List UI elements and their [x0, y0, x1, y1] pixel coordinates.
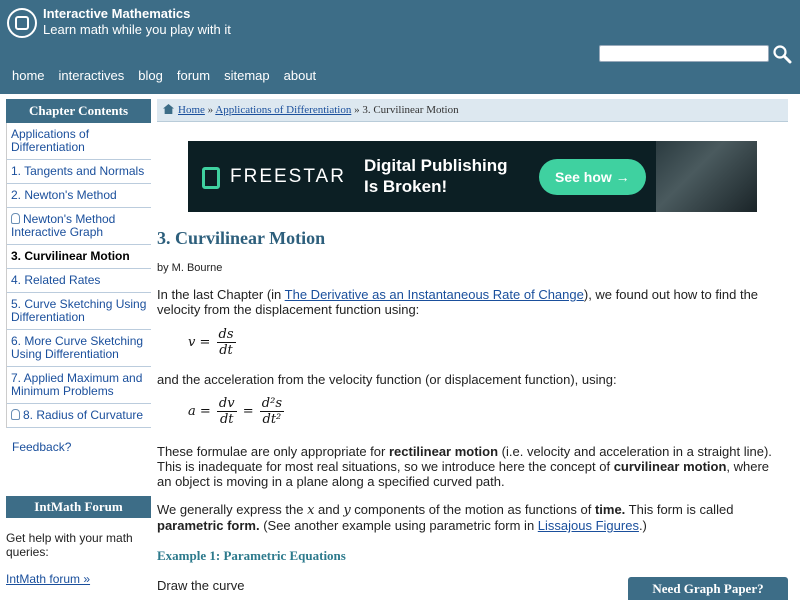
formula-lhs: a =	[188, 404, 211, 419]
ad-banner[interactable]	[188, 141, 757, 212]
lissajous-link[interactable]: Lissajous Figures	[537, 518, 639, 533]
search-icon[interactable]	[772, 44, 792, 64]
sidebar-item-max-min[interactable]	[7, 367, 151, 404]
text: , where an object is moving in a plane along a specified curved path.	[157, 459, 770, 489]
numerator: d²s	[261, 396, 282, 411]
sidebar-item-applications[interactable]	[7, 123, 151, 160]
term-time: time.	[594, 502, 626, 517]
sidebar-item-label[interactable]: 2. Newton's Method	[11, 188, 117, 202]
nav-about[interactable]: about	[283, 68, 317, 83]
breadcrumb-current: 3. Curvilinear Motion	[362, 104, 459, 116]
sidebar-item-newtons-graph[interactable]	[7, 208, 151, 245]
text: (See another example using parametric form in	[259, 518, 538, 533]
interactive-hand-icon	[11, 213, 20, 224]
fraction	[217, 327, 236, 358]
numerator: ds	[218, 327, 234, 342]
ad-cta-button[interactable]: See how →	[539, 159, 646, 195]
var-y: y	[343, 503, 351, 518]
chapter-contents-heading: Chapter Contents	[6, 99, 151, 123]
intro-paragraph	[157, 287, 785, 317]
nav-interactives[interactable]: interactives	[58, 68, 125, 83]
breadcrumb-parent[interactable]: Applications of Differentiation	[215, 104, 352, 116]
forum-heading: IntMath Forum	[6, 496, 151, 518]
nav-sitemap[interactable]: sitemap	[224, 68, 270, 83]
sidebar-item-tangents[interactable]	[7, 160, 151, 184]
sidebar-item-related-rates[interactable]	[7, 269, 151, 293]
text: and	[314, 502, 344, 517]
main-nav	[12, 68, 330, 83]
equals-sign: =	[242, 404, 254, 419]
example-text: Draw the curve	[157, 578, 245, 593]
sidebar-item-radius-curvature[interactable]	[7, 404, 151, 428]
interactive-hand-icon	[11, 409, 20, 420]
breadcrumb-separator: »	[207, 104, 214, 116]
numerator: dv	[218, 396, 235, 411]
sidebar-item-more-curve-sketching[interactable]	[7, 330, 151, 367]
text: .)	[638, 518, 647, 533]
term-parametric: parametric form.	[157, 518, 260, 533]
ad-brand: FREESTAR	[230, 166, 346, 187]
derivative-link[interactable]: The Derivative as an Instantaneous Rate of Change	[284, 287, 584, 302]
graph-paper-tab[interactable]: Need Graph Paper?	[628, 577, 788, 600]
byline: by M. Bourne	[157, 262, 223, 274]
example-heading: Example 1: Parametric Equations	[157, 548, 346, 563]
sidebar-item-curvilinear-motion	[7, 245, 151, 269]
forum-text: Get help with your math queries:	[6, 531, 133, 559]
var-x: x	[307, 503, 315, 518]
parametric-paragraph	[157, 502, 785, 533]
term-rectilinear: rectilinear motion	[388, 444, 499, 459]
sidebar-item-label: 3. Curvilinear Motion	[11, 249, 130, 263]
sidebar-item-newtons-method[interactable]	[7, 184, 151, 208]
text: These formulae are only appropriate for	[157, 444, 389, 459]
sidebar-item-label[interactable]: 8. Radius of Curvature	[23, 408, 144, 422]
chapter-list	[6, 123, 151, 428]
denominator: dt²	[262, 412, 282, 427]
text: In the last Chapter (in	[157, 287, 285, 302]
sidebar-item-label[interactable]: 5. Curve Sketching Using Differentiation	[11, 297, 147, 324]
denominator: dt	[219, 412, 234, 427]
sidebar-item-label[interactable]: 7. Applied Maximum and Minimum Problems	[11, 371, 143, 398]
rectilinear-paragraph	[157, 444, 785, 489]
freestar-logo-icon	[202, 167, 220, 189]
search-input[interactable]	[599, 45, 769, 62]
text: This form is called	[625, 502, 734, 517]
breadcrumb-home[interactable]: Home	[178, 104, 205, 116]
term-curvilinear: curvilinear motion	[613, 459, 727, 474]
breadcrumb	[157, 99, 788, 122]
nav-blog[interactable]: blog	[138, 68, 163, 83]
acceleration-intro: and the acceleration from the velocity function (or displacement function), using:	[157, 372, 617, 387]
sidebar-item-label[interactable]: 6. More Curve Sketching Using Differentiation	[11, 334, 144, 361]
intmath-logo-icon[interactable]	[7, 8, 37, 38]
acceleration-formula	[188, 396, 286, 427]
text: (i.e. velocity and acceleration in a straight line). This is inadequate for most real situations, so we introduce here the concept of	[157, 444, 772, 474]
velocity-formula	[188, 327, 238, 358]
site-tagline: Learn math while you play with it	[43, 22, 231, 37]
ad-photo	[656, 141, 757, 212]
formula-lhs: v =	[188, 335, 211, 350]
text: ), we found out how to find the velocity from the displacement function using:	[157, 287, 759, 317]
sidebar-item-label[interactable]: Applications of Differentiation	[11, 127, 90, 154]
denominator: dt	[219, 343, 233, 358]
sidebar-item-curve-sketching[interactable]	[7, 293, 151, 330]
ad-headline: Digital Publishing Is Broken!	[364, 156, 508, 196]
home-icon[interactable]	[163, 104, 174, 114]
text: We generally express the	[157, 502, 308, 517]
sidebar	[6, 99, 151, 458]
site-header	[0, 0, 800, 94]
fraction	[217, 396, 237, 427]
sidebar-item-label[interactable]: 1. Tangents and Normals	[11, 164, 145, 178]
sidebar-item-label[interactable]: Newton's Method Interactive Graph	[11, 212, 116, 239]
forum-link[interactable]: IntMath forum »	[6, 572, 91, 586]
nav-forum[interactable]: forum	[176, 68, 211, 83]
breadcrumb-separator: »	[354, 104, 360, 116]
sidebar-item-label[interactable]: 4. Related Rates	[11, 273, 101, 287]
fraction	[260, 396, 284, 427]
feedback-link[interactable]: Feedback?	[12, 440, 72, 454]
text: components of the motion as functions of	[350, 502, 595, 517]
nav-home[interactable]: home	[12, 68, 45, 83]
site-title[interactable]: Interactive Mathematics	[43, 6, 191, 21]
page-title: 3. Curvilinear Motion	[157, 228, 326, 248]
